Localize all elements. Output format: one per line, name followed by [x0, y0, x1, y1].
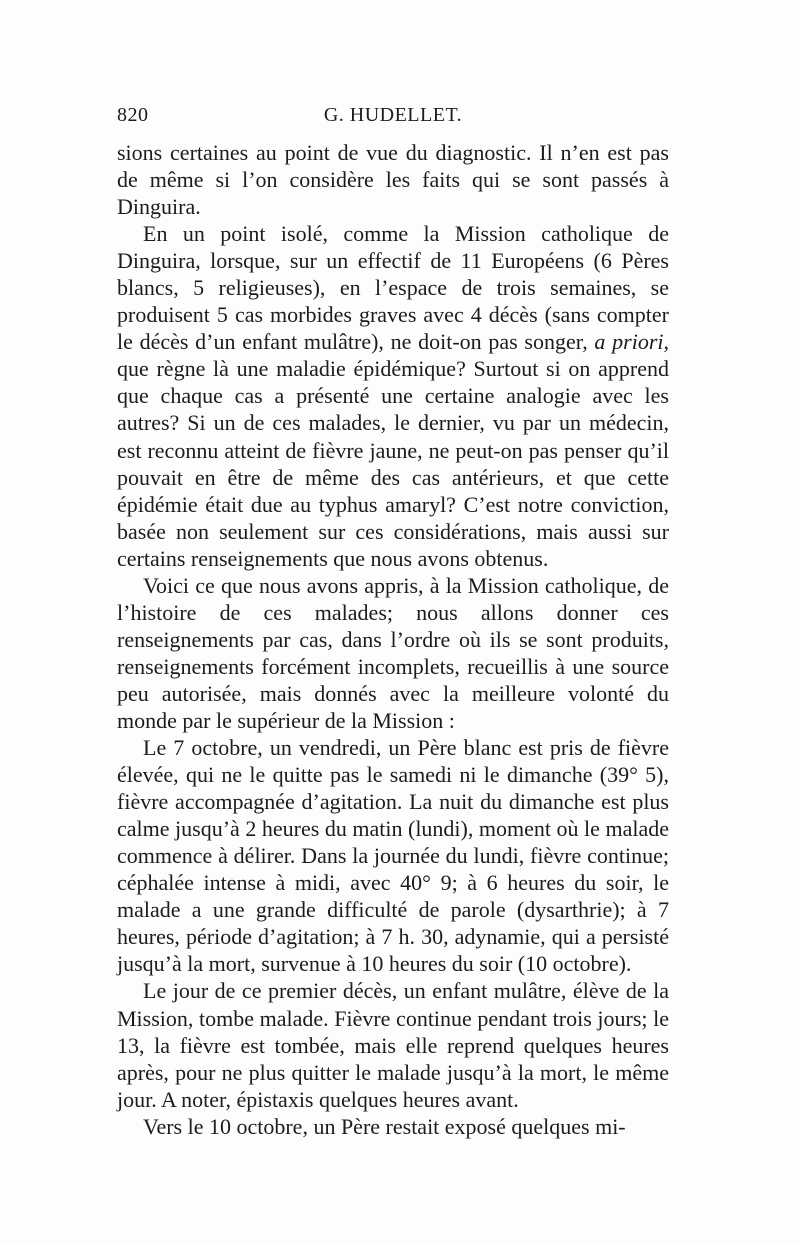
running-title: G. HUDELLET. [323, 104, 463, 126]
paragraph [117, 1113, 669, 1140]
running-head [117, 104, 669, 134]
text-run: Le 7 octobre, un vendredi, un Père blanc est pris de fièvre élevée, qui ne le quitte pas le samedi ni le dimanche (39° 5), fièvre accompagnée d’agitation. La nuit du dimanche est plus calme jusqu’à 2 heures du matin (lundi), moment où le malade commence à délirer. Dans la journée du lundi, fièvre continue; céphalée intense à midi, avec 40° 9; à 6 heures du soir, le malade a une grande difficulté de parole (dysarthrie); à 7 heures, période d’agitation; à 7 h. 30, adynamie, qui a persisté jusqu’à la mort, survenue à 10 heures du soir (10 octobre). [117, 735, 669, 977]
text-run: En un point isolé, comme la Mission catholique de Dinguira, lorsque, sur un effectif de 11 Européens (6 Pères blancs, 5 religieuses), en l’espace de trois semaines, se produisent 5 cas morbides graves avec 4 décès (sans compter le décès d’un enfant mulâtre), ne doit-on pas songer, [117, 221, 669, 355]
body-text [117, 139, 669, 1140]
paragraph [117, 977, 669, 1112]
text-run: Le jour de ce premier décès, un enfant mulâtre, élève de la Mission, tombe malade. Fièvre continue pendant trois jours; le 13, la fièvre est tombée, mais elle reprend quelques heures après, pour ne plus quitter le malade jusqu’à la mort, le même jour. A noter, épistaxis quelques heures avant. [117, 978, 669, 1112]
text-run: que règne là une maladie épidémique? Surtout si on apprend que chaque cas a présenté une certaine analogie avec les autres? Si un de ces malades, le dernier, vu par un médecin, est reconnu atteint de fièvre jaune, ne peut-on pas penser qu’il pouvait en être de même des cas antérieurs, et que cette épidémie était due au typhus amaryl? C’est notre conviction, basée non seulement sur ces considérations, mais aussi sur certains renseignements que nous avons obtenus. [117, 356, 669, 571]
text-run: Vers le 10 octobre, un Père restait exposé quelques mi- [143, 1113, 626, 1139]
paragraph [117, 734, 669, 977]
paragraph [117, 572, 669, 734]
paragraph [117, 139, 669, 220]
text-run: sions certaines au point de vue du diagnostic. Il n’en est pas de même si l’on considère les faits qui se sont passés à Dinguira. [117, 140, 669, 220]
text-run: Voici ce que nous avons appris, à la Mission catholique, de l’histoire de ces malades; nous allons donner ces renseignements par cas, dans l’ordre où ils se sont produits, renseignements forcément incomplets, recueillis à une source peu autorisée, mais donnés avec la meilleure volonté du monde par le supérieur de la Mission : [117, 572, 669, 733]
italic-phrase: a priori, [594, 329, 669, 355]
page-number: 820 [117, 104, 149, 126]
paragraph [117, 220, 669, 572]
